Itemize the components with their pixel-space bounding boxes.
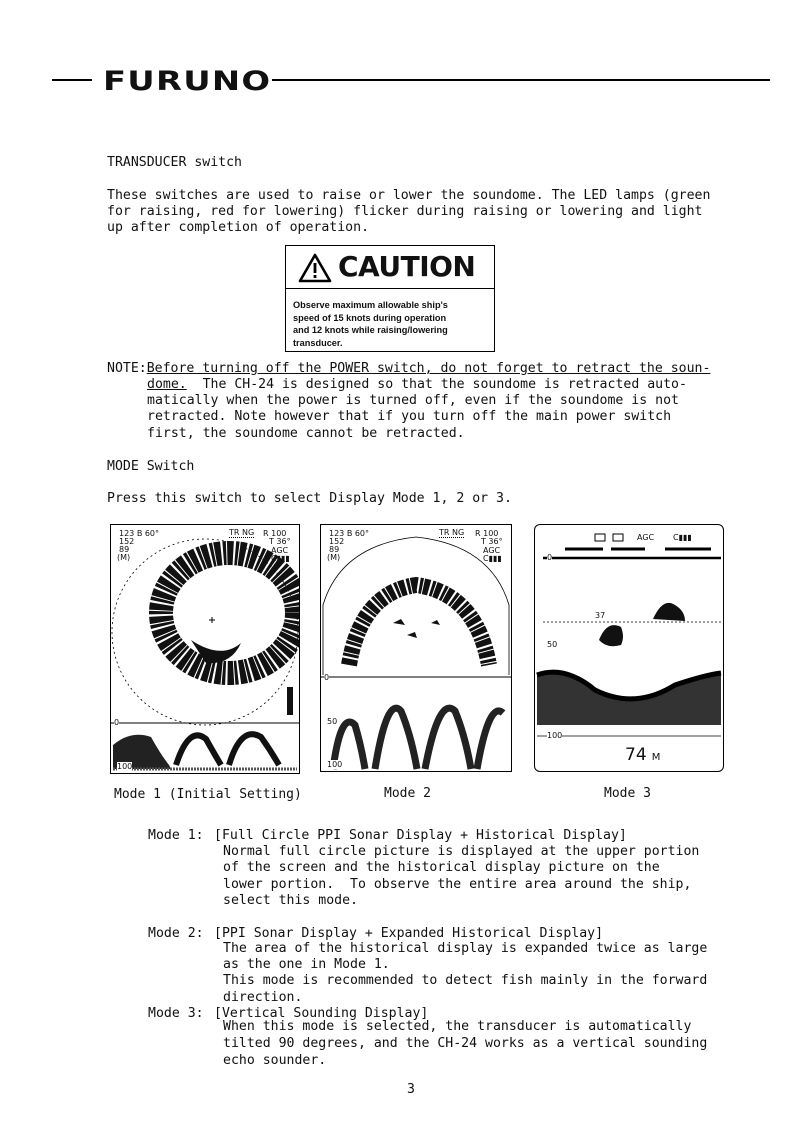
mode1-trng-label: TR NG	[229, 528, 255, 537]
mode3-title: [Vertical Sounding Display]	[214, 1006, 429, 1021]
mode1-agc-level: C▮▮▮	[271, 554, 290, 563]
mode3-caption: Mode 3	[604, 786, 651, 801]
mode2-agc-label: AGC	[483, 546, 501, 555]
mode3-scale-50: 50	[547, 640, 558, 649]
mode1-caption: Mode 1 (Initial Setting)	[114, 787, 302, 802]
mode-switch-body: Press this switch to select Display Mode 1, 2 or 3.	[107, 491, 512, 506]
mode2-title: [PPI Sonar Display + Expanded Historical Display]	[214, 926, 604, 941]
mode1-hist-top: 0	[114, 718, 120, 727]
mode2-readout-depth: 89	[329, 545, 340, 554]
note-line-3: matically when the power is turned off, even if the soundome is not	[147, 393, 679, 408]
caution-label: CAUTION	[338, 250, 476, 283]
mode2-desc-2: as the one in Mode 1.	[223, 957, 390, 972]
transducer-body-line-1: These switches are used to raise or lower the soundome. The LED lamps (green	[107, 188, 711, 203]
furuno-logo: FURUNO	[103, 66, 272, 97]
mode1-desc-4: select this mode.	[223, 893, 358, 908]
mode1-desc-2: of the screen and the historical display picture on the	[223, 860, 660, 875]
caution-line-1: Observe maximum allowable ship's	[293, 300, 448, 310]
mode3-depth-unit: M	[651, 752, 661, 763]
transducer-body-line-3: up after completion of operation.	[107, 220, 370, 235]
mode1-readout-unit: (M)	[117, 553, 131, 562]
mode3-agc-label: AGC	[637, 533, 655, 542]
mode3-scale-100: 100	[547, 731, 563, 740]
header-rule-left	[52, 79, 92, 81]
mode1-desc-3: lower portion. To observe the entire area around the ship,	[223, 877, 692, 892]
caution-box	[285, 245, 495, 352]
caution-line-2: speed of 15 knots during operation	[293, 312, 447, 323]
mode3-depth-value: 74	[625, 745, 647, 765]
mode-switch-title: MODE Switch	[107, 459, 195, 474]
note-warning-text: Before turning off the POWER switch, do not forget to retract the soun-	[146, 361, 711, 376]
mode3-screen	[534, 524, 724, 772]
caution-text	[293, 299, 448, 349]
mode1-desc-1: Normal full circle picture is displayed at the upper portion	[223, 844, 700, 859]
mode2-desc-3: This mode is recommended to detect fish mainly in the forward	[223, 973, 708, 988]
mode2-desc-4: direction.	[223, 990, 303, 1005]
mode2-caption: Mode 2	[384, 786, 431, 801]
caution-header	[286, 246, 494, 289]
mode2-readout-unit: (M)	[327, 553, 341, 562]
note-line-5: first, the soundome cannot be retracted.	[147, 426, 465, 441]
mode3-depth-readout	[625, 745, 660, 765]
mode3-desc-1: When this mode is selected, the transducer is automatically	[223, 1019, 692, 1034]
header-rule-right	[272, 79, 770, 81]
mode1-label: Mode 1:	[148, 828, 204, 843]
mode1-agc-label: AGC	[271, 546, 289, 555]
mode2-screen	[320, 524, 512, 772]
note-line-4: retracted. Note however that if you turn off the main power switch	[147, 409, 672, 424]
mode1-range-setting: R 100	[263, 529, 287, 538]
mode3-desc-2: tilted 90 degrees, and the CH-24 works as a vertical sounding	[223, 1036, 708, 1051]
mode1-hist-bottom: 100	[117, 762, 133, 771]
mode1-title: [Full Circle PPI Sonar Display + Historical Display]	[214, 828, 627, 843]
warning-triangle-icon	[298, 253, 332, 283]
mode2-label: Mode 2:	[148, 926, 204, 941]
note-line-2	[147, 377, 687, 394]
mode2-hist-top: 0	[324, 673, 330, 682]
mode2-desc-1: The area of the historical display is expanded twice as large	[223, 941, 708, 956]
mode3-scale-0: 0	[547, 553, 553, 562]
mode2-hist-mid: 50	[327, 717, 338, 726]
mode2-trng-label: TR NG	[439, 528, 465, 537]
mode1-readout-depth: 89	[119, 545, 130, 554]
mode2-hist-bottom: 100	[327, 760, 343, 769]
mode2-readout-bearing: 123 B 60°	[329, 529, 370, 538]
mode3-label: Mode 3:	[148, 1006, 204, 1021]
mode2-tilt-setting: T 36°	[481, 537, 503, 546]
caution-line-3: and 12 knots while raising/lowering	[293, 325, 448, 335]
note-prefix: NOTE:	[107, 361, 147, 376]
mode1-readout-range: 152	[119, 537, 135, 546]
mode2-readout-range: 152	[329, 537, 345, 546]
transducer-body-line-2: for raising, red for lowering) flicker during raising or lowering and light	[107, 204, 703, 219]
mode3-agc-level: C▮▮▮	[673, 533, 692, 542]
mode3-screen-graphic	[535, 525, 723, 771]
transducer-title: TRANSDUCER switch	[107, 155, 242, 170]
mode1-tilt-setting: T 36°	[269, 537, 291, 546]
note-line-2-rest: The CH-24 is designed so that the soundome is retracted auto-	[186, 377, 687, 392]
mode1-screen	[110, 524, 300, 774]
note-warning-text-end: dome.	[147, 377, 187, 392]
mode3-depth-mark: 37	[595, 611, 606, 620]
note-line-1	[107, 361, 710, 378]
mode2-agc-level: C▮▮▮	[483, 554, 502, 563]
mode2-range-setting: R 100	[475, 529, 499, 538]
mode3-desc-3: echo sounder.	[223, 1053, 327, 1068]
page-number: 3	[407, 1082, 415, 1097]
mode1-readout-bearing: 123 B 60°	[119, 529, 160, 538]
caution-line-4: transducer.	[293, 337, 343, 348]
